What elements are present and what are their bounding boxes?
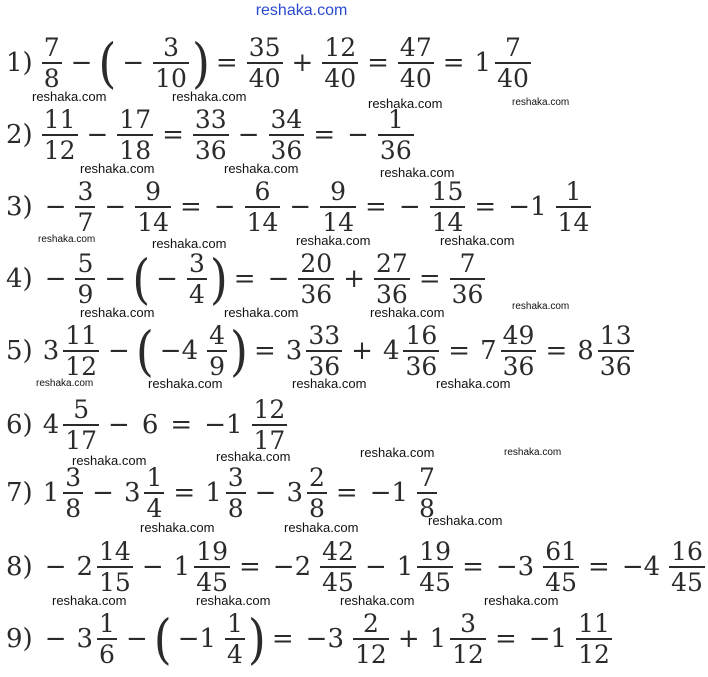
numerator: 33 [194,105,227,134]
denominator: 4 [188,280,205,309]
fraction [97,611,117,667]
operator: + [343,264,365,294]
denominator: 17 [253,426,286,455]
fraction [245,179,281,235]
parenthesis: ) [191,31,210,95]
equation-number: 4) [6,264,33,294]
watermark: reshaka.com [440,233,515,248]
operator: − [347,120,369,150]
fraction [135,179,171,235]
equation-row [6,458,440,528]
whole-part: 1 [396,552,414,582]
fraction [42,107,78,163]
fraction [153,35,189,91]
operator: −1 [369,478,409,508]
numerator: 11 [43,105,76,134]
denominator: 4 [146,494,163,523]
numerator: 42 [322,537,354,566]
denominator: 12 [43,136,76,165]
equation-row [6,172,594,242]
operator: = [545,336,568,366]
denominator: 17 [65,426,98,455]
denominator: 14 [246,208,279,237]
operator: = [253,336,276,366]
fraction [269,107,305,163]
operator: −4 [159,336,199,366]
operator: = [239,552,261,582]
numerator: 1 [565,177,582,206]
watermark: reshaka.com [140,520,215,535]
denominator: 12 [452,640,484,669]
fraction [225,611,245,667]
fraction [598,323,634,379]
watermark: reshaka.com [504,447,562,458]
fraction [63,465,83,521]
fraction [398,35,434,91]
denominator: 36 [308,352,341,381]
operator: −1 [528,624,568,654]
equation-row [6,244,488,314]
denominator: 36 [300,280,333,309]
fraction [97,539,133,595]
fraction [543,539,579,595]
equation-number: 8) [6,552,33,582]
parenthesis: ( [135,319,154,383]
numerator: 34 [270,105,303,134]
denominator: 45 [671,568,703,597]
whole-part: 1 [474,48,492,78]
denominator: 45 [419,568,452,597]
operator: = [474,192,497,222]
denominator: 7 [77,208,94,237]
numerator: 9 [145,177,162,206]
denominator: 18 [119,136,152,165]
numerator: 27 [376,249,408,278]
fraction [75,251,95,307]
numerator: 1 [227,609,243,638]
numerator: 3 [227,463,244,492]
operator: −4 [621,552,661,582]
denominator: 40 [497,64,529,93]
operator: − [254,478,277,508]
whole-part: 7 [480,336,497,366]
numerator: 6 [254,177,271,206]
parenthesis: ) [230,319,248,383]
denominator: 6 [99,640,115,669]
fraction [144,465,164,521]
numerator: 7 [419,463,435,492]
watermark: reshaka.com [52,593,127,608]
numerator: 19 [419,537,452,566]
watermark: reshaka.com [360,445,435,460]
denominator: 40 [248,64,281,93]
operator: = [170,410,193,440]
watermark: reshaka.com [72,453,147,468]
denominator: 9 [209,352,226,381]
watermark: reshaka.com [340,593,415,608]
numerator: 3 [460,609,477,638]
numerator: 47 [399,33,432,62]
operator: −3 [305,624,344,654]
denominator: 14 [557,208,590,237]
operator: − [237,120,260,150]
numerator: 11 [65,321,98,350]
fraction [187,251,207,307]
denominator: 14 [137,208,169,237]
whole-part: 1 [429,624,447,654]
operator: − [122,48,145,78]
operator: = [180,192,202,222]
watermark: reshaka.com [436,376,511,391]
operator: = [494,624,517,654]
operator: + [291,48,314,78]
numerator: 33 [308,321,341,350]
whole-part: 3 [42,336,60,366]
numerator: 1 [387,105,404,134]
watermark: reshaka.com [368,96,443,111]
numerator: 16 [405,321,438,350]
whole-part: 3 [123,478,141,508]
numerator: 13 [599,321,632,350]
operator: = [418,264,441,294]
fraction [378,107,414,163]
denominator: 14 [431,208,464,237]
operator: − [44,552,67,582]
operator: = [215,48,238,78]
watermark: reshaka.com [38,234,96,245]
operator: = [233,264,256,294]
operator: − [108,410,130,440]
denominator: 10 [155,64,187,93]
watermark: reshaka.com [32,89,107,104]
operator: −3 [495,552,535,582]
denominator: 36 [379,136,412,165]
whole-part: 1 [205,478,222,508]
denominator: 12 [578,640,610,669]
numerator: 9 [330,177,347,206]
numerator: 4 [209,321,226,350]
fraction [430,179,466,235]
fraction [353,611,389,667]
operator: − [44,624,67,654]
operator: − [289,192,312,222]
fraction [556,179,592,235]
numerator: 3 [188,249,205,278]
denominator: 14 [322,208,355,237]
numerator: 3 [77,177,94,206]
denominator: 36 [451,280,484,309]
equation-number: 7) [6,478,33,508]
numerator: 20 [300,249,333,278]
fraction [450,611,486,667]
operator: − [364,552,387,582]
whole-part: 4 [42,410,60,440]
equation-number: 2) [6,120,33,150]
numerator: 2 [308,463,325,492]
numerator: 14 [99,537,131,566]
denominator: 4 [227,640,243,669]
fraction [194,539,230,595]
whole-part: 3 [285,336,303,366]
operator: = [162,120,184,150]
numerator: 3 [65,463,82,492]
equation-number: 5) [6,336,33,366]
denominator: 36 [405,352,438,381]
denominator: 36 [194,136,227,165]
fraction [306,323,342,379]
operator: − [70,48,93,78]
fraction [226,465,246,521]
operator: − [398,192,421,222]
equation-number: 9) [6,624,33,654]
fraction [193,107,229,163]
fraction [207,323,227,379]
equation-number: 6) [6,410,33,440]
whole-part: 3 [286,478,303,508]
watermark: reshaka.com [224,305,299,320]
whole-part: 4 [382,336,400,366]
watermark: reshaka.com [296,233,371,248]
watermark: reshaka.com [80,161,155,176]
numerator: 1 [99,609,115,638]
denominator: 36 [376,280,408,309]
operator: −1 [177,624,217,654]
watermark: reshaka.com [292,376,367,391]
fraction [322,35,358,91]
denominator: 40 [324,64,357,93]
site-title: reshaka.com [255,2,348,19]
denominator: 12 [65,352,98,381]
parenthesis: ( [153,607,172,671]
numerator: 12 [253,395,286,424]
numerator: 7 [43,33,60,62]
whole-part: 2 [76,552,94,582]
denominator: 9 [77,280,94,309]
parenthesis: ) [209,247,228,311]
numerator: 5 [73,395,90,424]
numerator: 1 [146,463,163,492]
numerator: 3 [163,33,179,62]
operator: = [173,478,196,508]
fraction [63,397,99,453]
fraction [298,251,334,307]
denominator: 40 [399,64,432,93]
numerator: 35 [248,33,281,62]
numerator: 19 [196,537,228,566]
fraction [247,35,283,91]
watermark: reshaka.com [380,165,455,180]
operator: −1 [204,410,243,440]
parenthesis: ) [247,607,266,671]
operator: − [44,264,67,294]
operator: − [44,192,67,222]
fraction [117,107,153,163]
numerator: 2 [362,609,379,638]
watermark: reshaka.com [370,305,445,320]
parenthesis: ( [98,31,117,95]
operator: − [267,264,290,294]
operator: − [213,192,236,222]
numerator: 5 [77,249,94,278]
operator: = [313,120,336,150]
fraction [252,397,288,453]
fraction [495,35,531,91]
equation-number: 3) [6,192,33,222]
fraction [307,465,327,521]
whole-part: 1 [42,478,60,508]
operator: − [108,336,130,366]
denominator: 8 [419,494,435,523]
denominator: 45 [545,568,578,597]
denominator: 8 [43,64,60,93]
operator: −2 [272,552,312,582]
fraction [320,539,356,595]
equation-row [6,532,708,602]
operator: − [141,552,164,582]
watermark: reshaka.com [36,378,94,389]
operator: = [271,624,294,654]
operator: + [397,624,420,654]
watermark: reshaka.com [80,305,155,320]
denominator: 36 [502,352,535,381]
operator: = [367,48,389,78]
whole-part: 1 [173,552,191,582]
operator: − [104,264,127,294]
fraction [42,35,62,91]
fraction [403,323,439,379]
denominator: 8 [227,494,244,523]
denominator: 15 [99,568,131,597]
numerator: 16 [671,537,703,566]
fraction [669,539,705,595]
denominator: 8 [308,494,325,523]
fraction [450,251,486,307]
equation-row [6,28,534,98]
denominator: 45 [196,568,228,597]
numerator: 17 [119,105,152,134]
operator: − [156,264,178,294]
fraction [576,611,612,667]
whole-part: 3 [76,624,94,654]
operator: = [335,478,358,508]
watermark: reshaka.com [152,236,227,251]
operator: = [462,552,484,582]
operator: − [125,624,148,654]
operator: = [442,48,465,78]
equation-row [6,100,417,170]
fraction [501,323,537,379]
watermark: reshaka.com [148,376,223,391]
watermark: reshaka.com [484,593,559,608]
numerator: 12 [324,33,357,62]
watermark: reshaka.com [216,449,291,464]
denominator: 36 [599,352,632,381]
fraction [63,323,99,379]
fraction [417,539,453,595]
numerator: 7 [459,249,476,278]
numerator: 61 [545,537,578,566]
numerator: 11 [578,609,610,638]
denominator: 12 [355,640,387,669]
parenthesis: ( [132,247,151,311]
operator: + [351,336,373,366]
watermark: reshaka.com [172,89,247,104]
operator: − [92,478,114,508]
watermark: reshaka.com [512,97,570,108]
operator: = [365,192,387,222]
whole-part: 8 [577,336,594,366]
watermark: reshaka.com [512,301,570,312]
equation-number: 1) [6,48,33,78]
fraction [374,251,410,307]
numerator: 15 [431,177,464,206]
denominator: 8 [65,494,82,523]
denominator: 36 [270,136,303,165]
numerator: 49 [502,321,535,350]
operator: = [448,336,471,366]
watermark: reshaka.com [196,593,271,608]
operator: − [86,120,109,150]
operator: − [104,192,127,222]
fraction [320,179,356,235]
numerator: 7 [505,33,521,62]
operator: = [588,552,610,582]
watermark: reshaka.com [284,520,359,535]
operator: −1 [508,192,547,222]
equation-row [6,604,615,674]
fraction [75,179,95,235]
watermark: reshaka.com [428,513,503,528]
denominator: 45 [322,568,354,597]
operator: 6 [141,410,159,440]
watermark: reshaka.com [224,161,299,176]
